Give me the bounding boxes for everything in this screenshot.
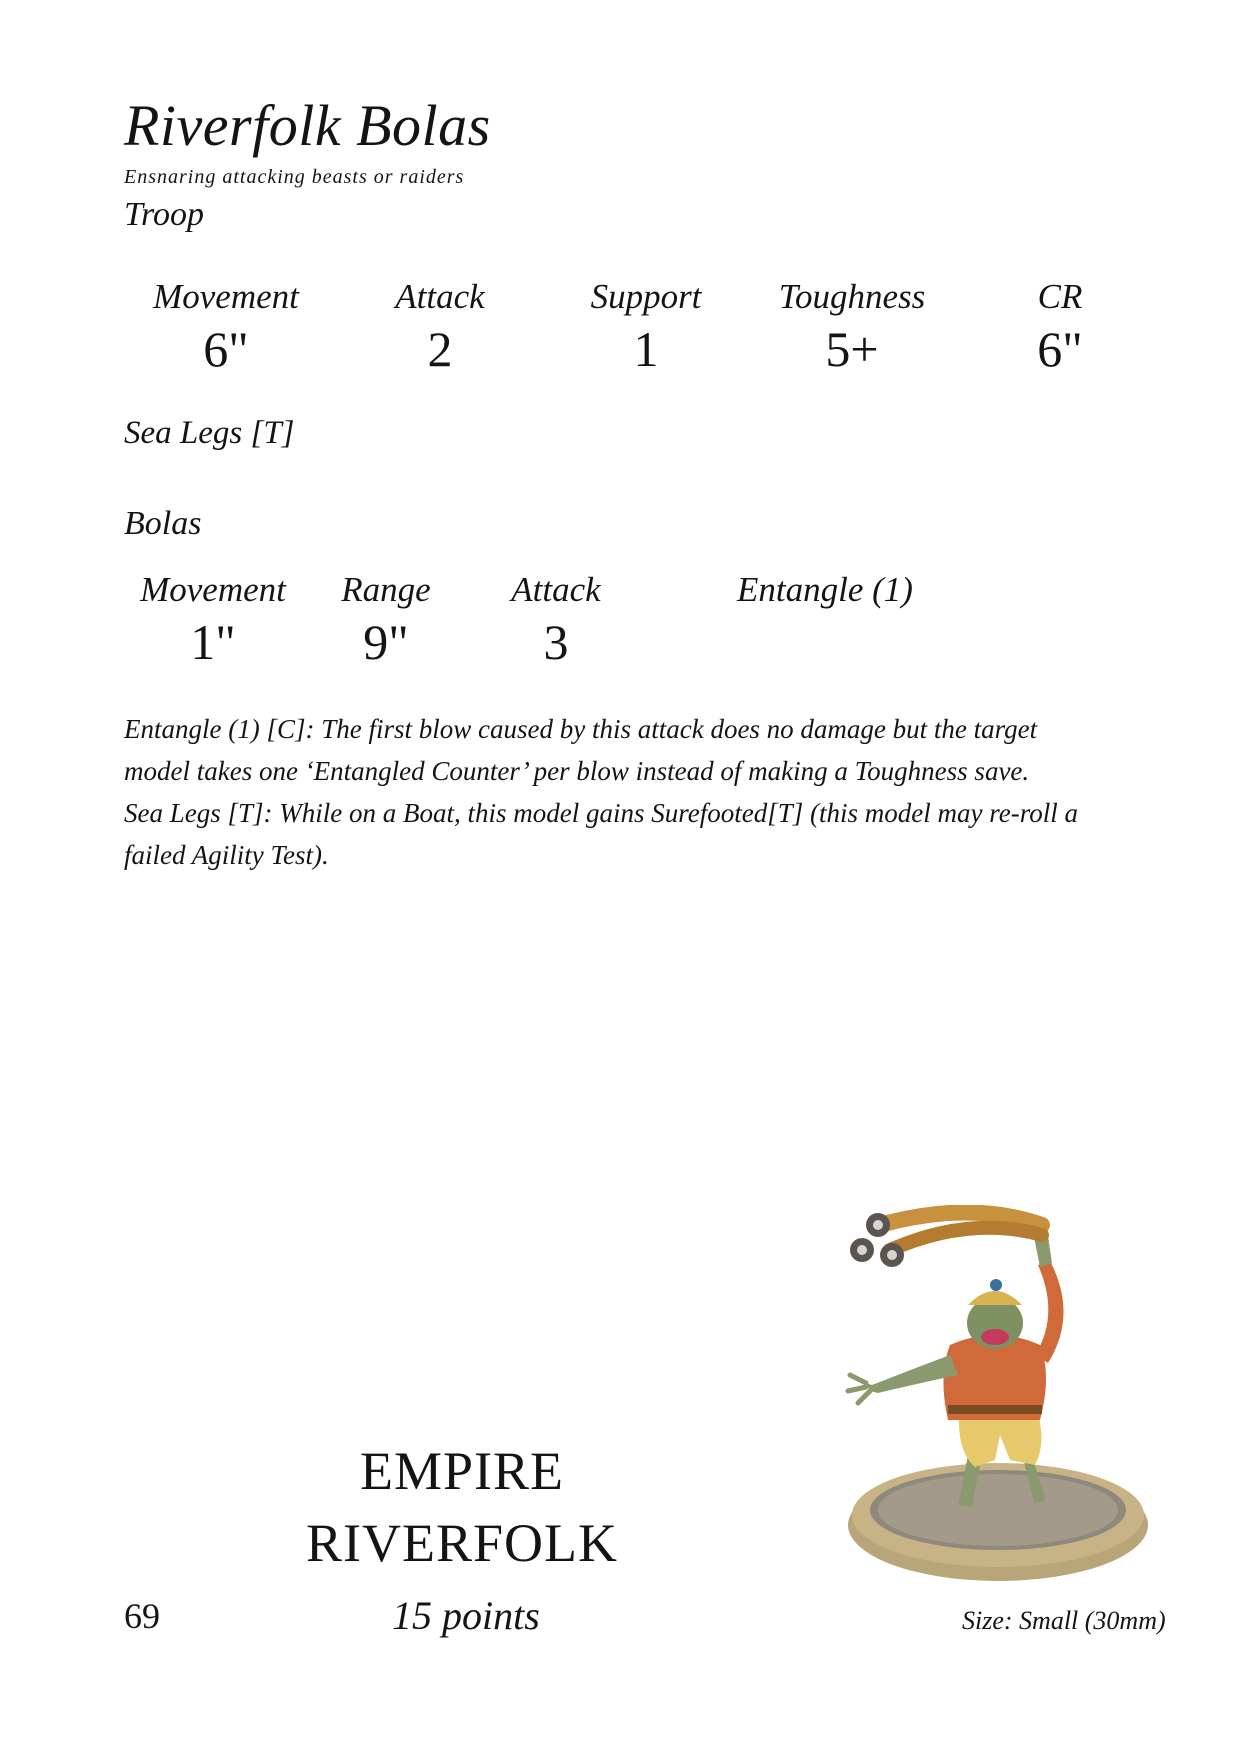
stat-label: Attack [395,277,485,316]
faction-name [262,1435,662,1579]
weapon-stat-entangle [710,568,940,612]
stat-support [546,275,746,379]
stat-value: 6" [203,321,249,377]
stat-value: 1 [633,321,659,377]
stat-value: 2 [427,321,453,377]
weapon-stat-attack [456,568,656,672]
stat-label: Attack [511,570,601,609]
stat-value: 3 [543,614,569,670]
unit-tagline: Ensnaring attacking beasts or raiders [124,166,465,188]
stat-cr [960,275,1160,379]
unit-type: Troop [124,196,205,233]
stat-label: Movement [153,277,299,316]
miniature-figure-image [820,1205,1150,1585]
stat-label: CR [1037,277,1083,316]
weapon-stat-movement [113,568,313,672]
troop-ability: Sea Legs [T] [124,415,295,451]
stat-label: Range [341,570,431,609]
page-number: 69 [124,1596,160,1636]
stat-movement [126,275,326,379]
weapon-name: Bolas [124,505,202,542]
special-rules [124,708,1084,876]
stat-value: 1" [190,614,236,670]
model-size: Size: Small (30mm) [962,1606,1166,1635]
stat-value: 6" [1037,321,1083,377]
rule-entangle: Entangle (1) [C]: The first blow caused by this attack does no damage but the target model takes one ‘Entangled Counter’ per blow instead of making a Toughness save. [124,714,1038,786]
rule-sea-legs: Sea Legs [T]: While on a Boat, this model gains Surefooted[T] (this model may re-roll a failed Agility Test). [124,798,1078,870]
stat-label: Movement [140,570,286,609]
stat-attack [340,275,540,379]
stat-value: 5+ [825,321,879,377]
stat-label: Toughness [778,277,926,316]
unit-title: Riverfolk Bolas [124,93,491,158]
stat-label: Entangle (1) [737,570,913,609]
stat-value: 9" [363,614,409,670]
points-cost: 15 points [392,1593,540,1638]
faction-line-1: EMPIRE [359,1441,565,1501]
stat-label: Support [590,277,702,316]
stat-toughness [752,275,952,379]
faction-line-2: RIVERFOLK [305,1513,618,1573]
